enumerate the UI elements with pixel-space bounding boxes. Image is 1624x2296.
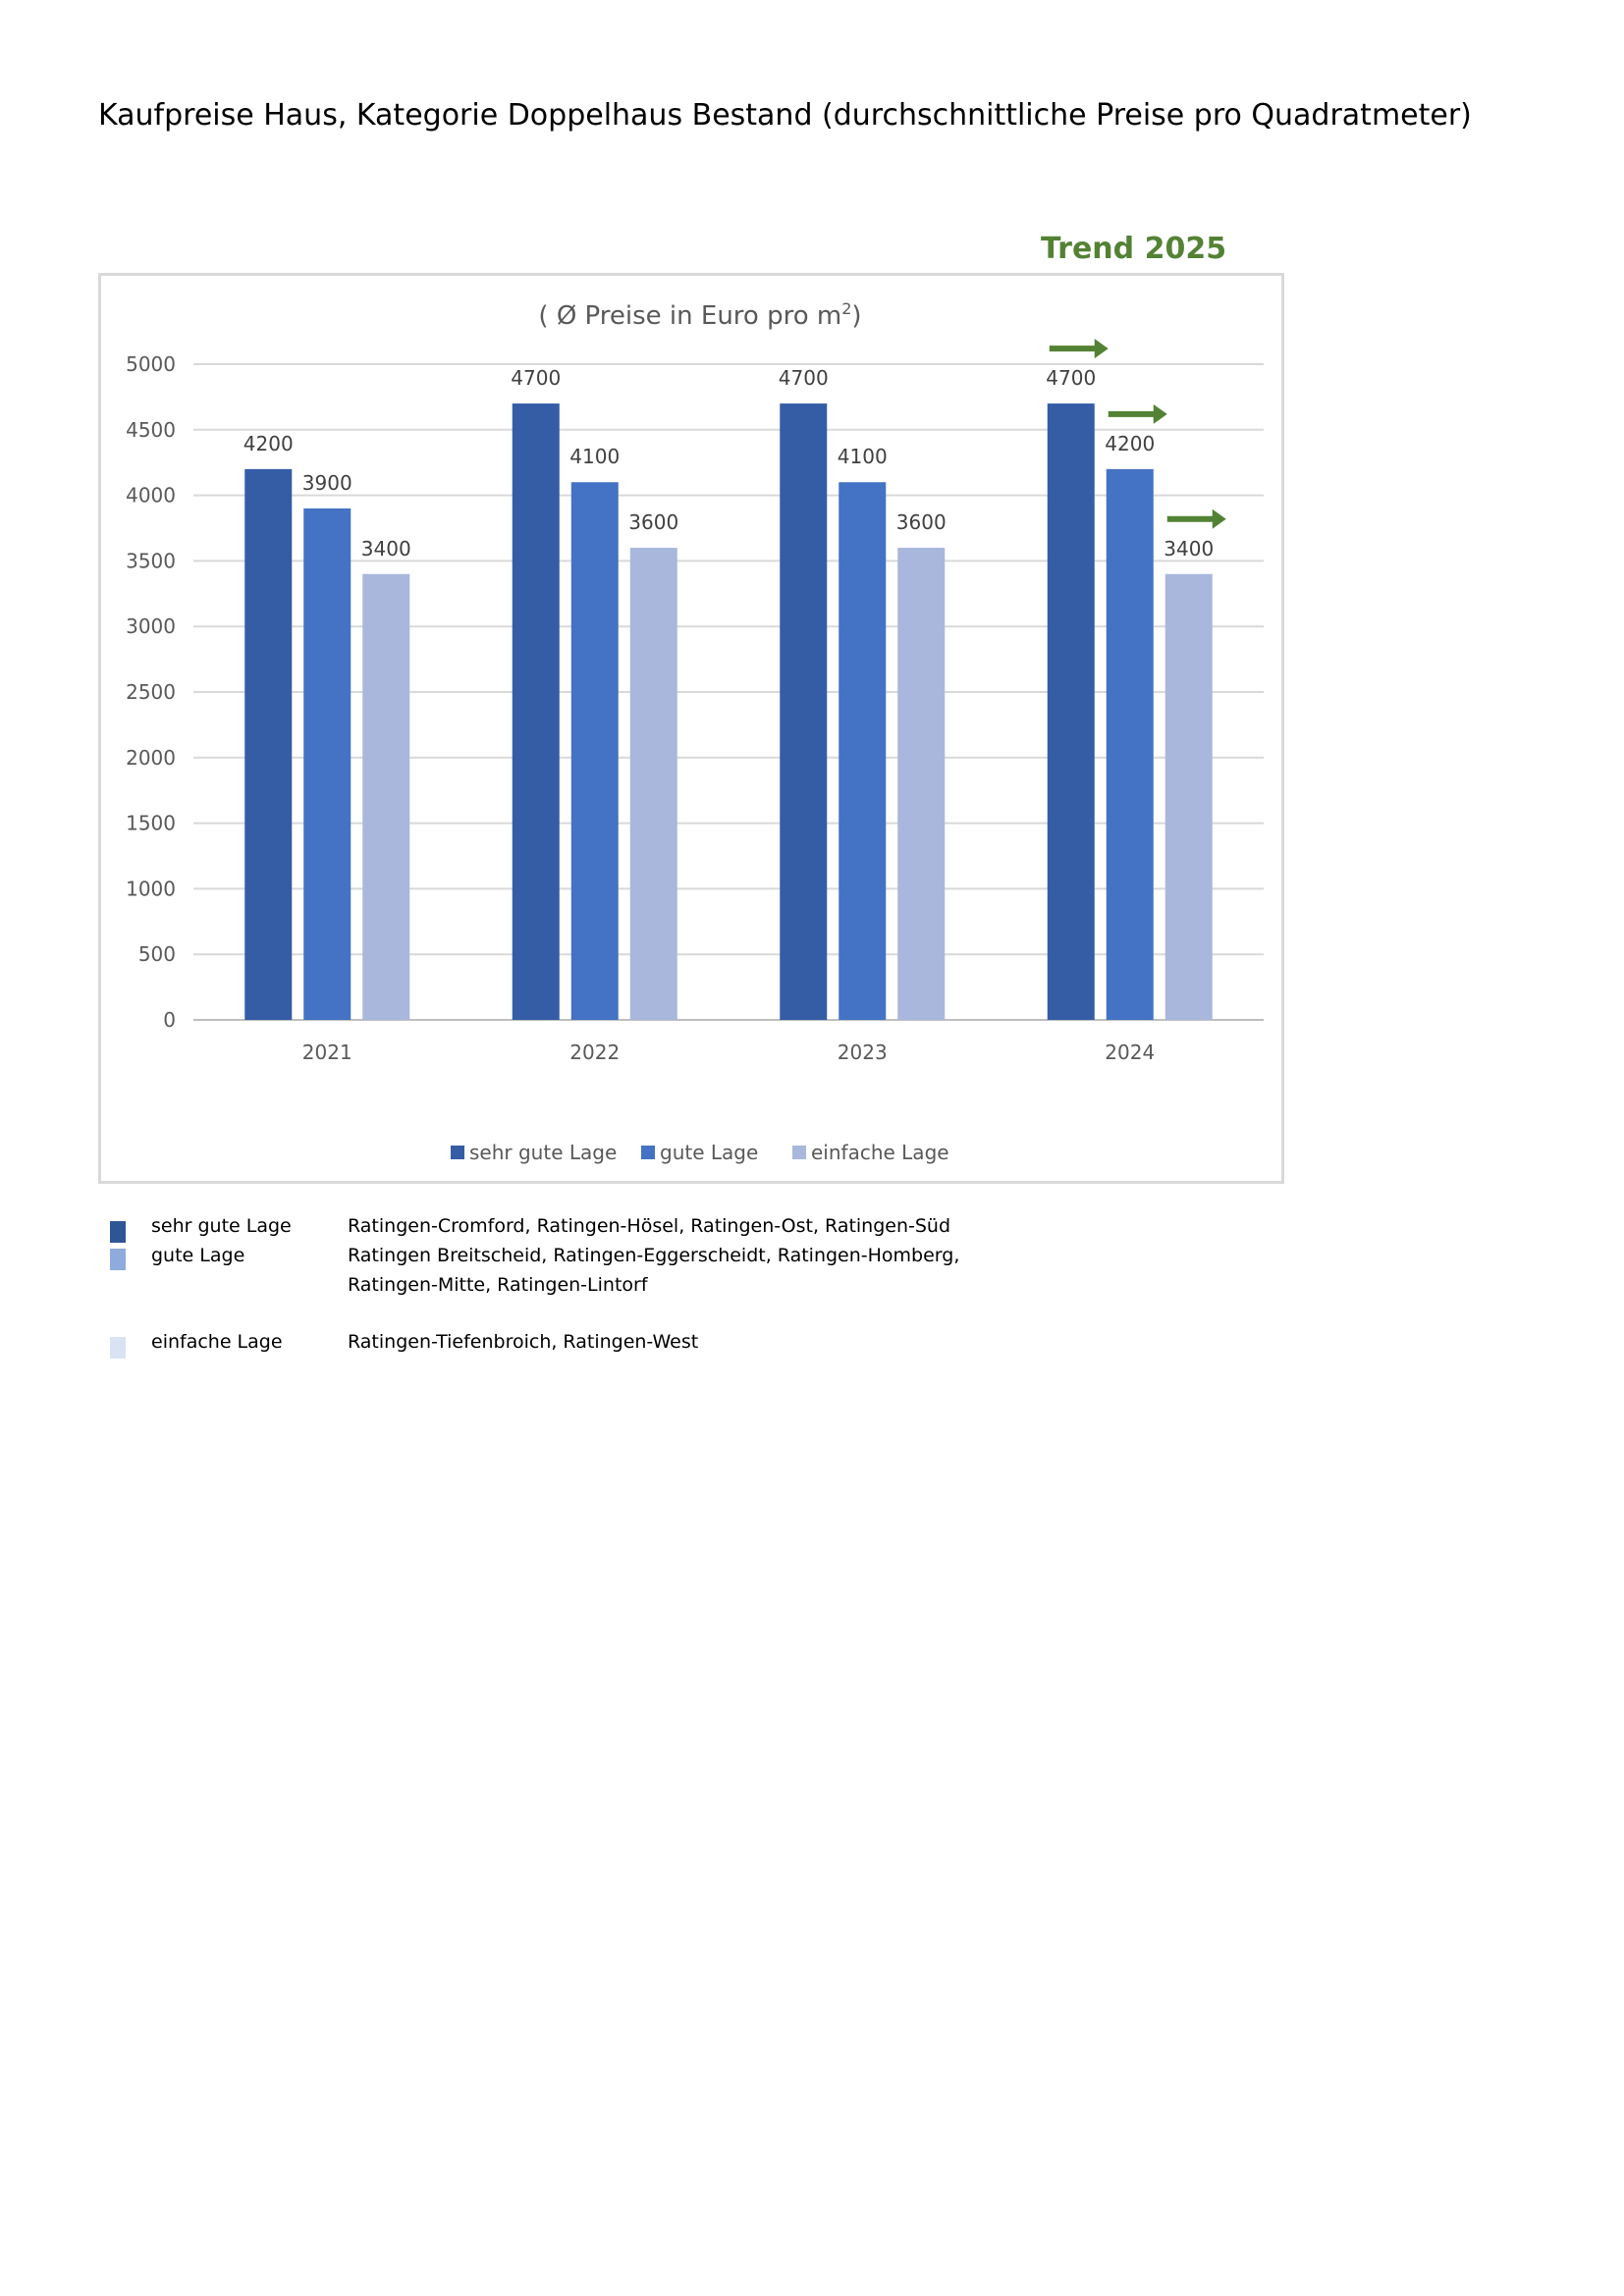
legend-label: einfache Lage: [811, 1141, 949, 1164]
legend-label: sehr gute Lage: [469, 1141, 618, 1164]
bar: [362, 574, 409, 1020]
y-tick-label: 1500: [126, 811, 176, 835]
trend-arrow-shaft: [1050, 346, 1097, 351]
data-label: 3600: [895, 510, 947, 535]
description-category: einfache Lage: [151, 1331, 283, 1353]
legend: [451, 1141, 949, 1164]
x-axis: [302, 1041, 1155, 1064]
description-areas: Ratingen Breitscheid, Ratingen-Eggerscheidt, Ratingen-Homberg,: [348, 1245, 960, 1266]
data-label: 4200: [1105, 431, 1156, 455]
bar: [1107, 469, 1154, 1020]
data-label: 3400: [360, 536, 411, 561]
bar-chart: [101, 276, 1281, 1181]
data-label: 3400: [1164, 536, 1215, 561]
y-tick-label: 1000: [126, 877, 176, 901]
data-label: 4100: [569, 445, 621, 469]
y-tick-label: 0: [163, 1008, 176, 1032]
trend-label: Trend 2025: [1041, 232, 1227, 266]
y-tick-label: 500: [137, 942, 176, 967]
y-tick-label: 5000: [126, 352, 176, 376]
bar: [897, 548, 945, 1020]
trend-arrow: [1109, 404, 1167, 424]
trend-arrow-shaft: [1109, 411, 1156, 417]
y-tick-label: 4500: [126, 417, 176, 442]
bar: [839, 482, 886, 1020]
data-label: 4700: [1046, 366, 1097, 391]
description-areas: Ratingen-Mitte, Ratingen-Lintorf: [348, 1274, 648, 1296]
bar: [244, 469, 292, 1020]
trend-arrow-shaft: [1167, 516, 1215, 522]
data-label: 4100: [837, 445, 888, 469]
bar: [1165, 574, 1213, 1020]
trend-arrow: [1167, 509, 1226, 529]
legend-swatch: [451, 1146, 464, 1159]
description-category: gute Lage: [151, 1245, 245, 1266]
gridlines: [193, 364, 1264, 1020]
data-label: 4700: [511, 366, 562, 391]
description-areas: Ratingen-Tiefenbroich, Ratingen-West: [348, 1331, 699, 1353]
data-label: 3600: [628, 510, 679, 535]
description-category: sehr gute Lage: [151, 1215, 292, 1237]
y-tick-label: 4000: [126, 483, 176, 507]
description-areas: Ratingen-Cromford, Ratingen-Hösel, Ratingen-Ost, Ratingen-Süd: [348, 1215, 951, 1237]
x-tick-label: 2022: [569, 1041, 621, 1064]
bar: [513, 403, 560, 1020]
chart-frame: [98, 273, 1284, 1184]
description-swatch: [110, 1249, 126, 1270]
y-tick-label: 3000: [126, 614, 176, 639]
legend-label: gute Lage: [660, 1141, 759, 1164]
chart-subtitle: ( Ø Preise in Euro pro $m^2$): [538, 299, 862, 331]
bar: [780, 403, 827, 1020]
legend-swatch: [792, 1146, 806, 1159]
x-tick-label: 2023: [837, 1041, 888, 1064]
y-tick-label: 2500: [126, 680, 176, 704]
trend-arrow-head: [1213, 509, 1226, 529]
bar: [1048, 403, 1095, 1020]
x-tick-label: 2024: [1105, 1041, 1156, 1064]
y-axis: [126, 352, 176, 1032]
y-tick-label: 3500: [126, 549, 176, 573]
description-swatch: [110, 1337, 126, 1359]
data-label: 3900: [301, 470, 352, 495]
y-tick-label: 2000: [126, 745, 176, 770]
data-label: 4700: [778, 366, 829, 391]
bar: [303, 508, 351, 1020]
x-tick-label: 2021: [301, 1041, 352, 1064]
page-title: Kaufpreise Haus, Kategorie Doppelhaus Bestand (durchschnittliche Preise pro Quadratmeter): [98, 98, 1472, 133]
trend-arrow-head: [1095, 339, 1109, 358]
bar: [571, 482, 619, 1020]
legend-swatch: [641, 1146, 655, 1159]
trend-arrow: [1050, 339, 1109, 358]
description-swatch: [110, 1221, 126, 1243]
trend-arrow-head: [1154, 404, 1167, 424]
bar: [630, 548, 677, 1020]
data-label: 4200: [243, 431, 294, 455]
